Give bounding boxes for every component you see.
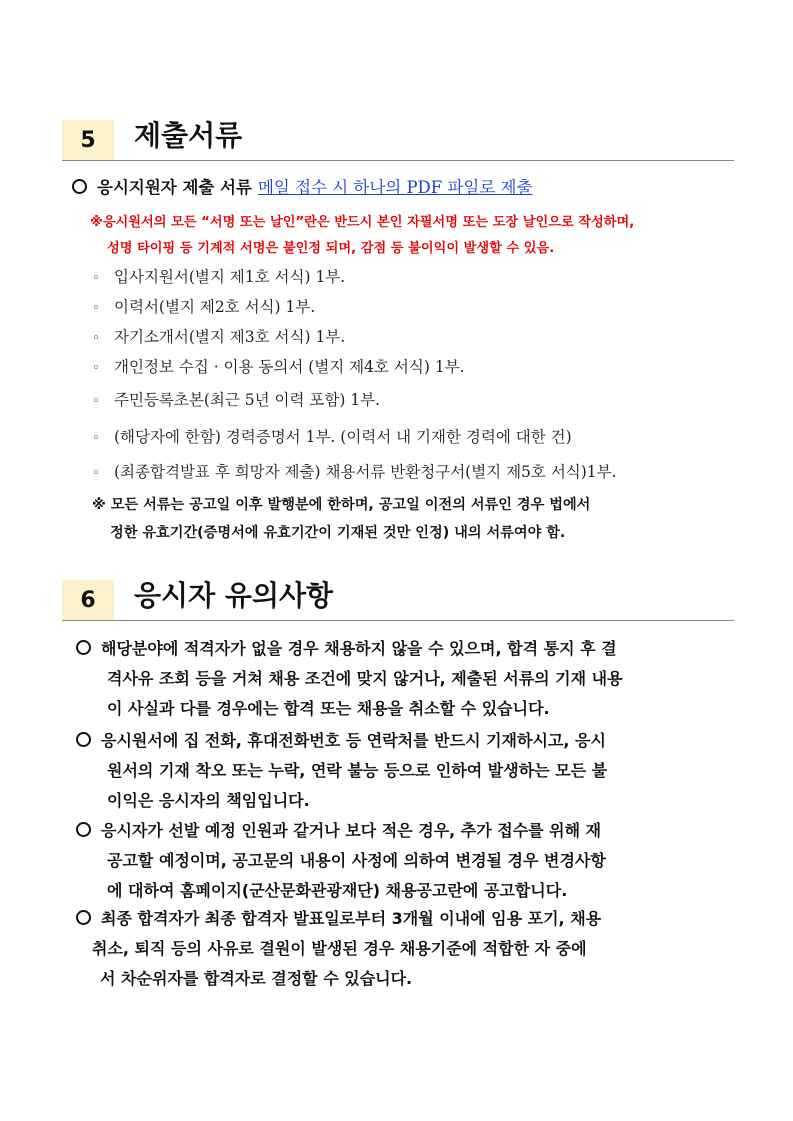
circle-bullet-icon [76, 822, 91, 837]
notice-paragraph-2-line-3: 이익은 응시자의 책임입니다. [107, 791, 310, 810]
section-divider [62, 160, 734, 161]
list-item: ◦ (최종합격발표 후 희망자 제출) 채용서류 반환청구서(별지 제5호 서식)1부. [92, 463, 617, 481]
bullet-icon: ◦ [92, 331, 100, 346]
notice-paragraph-4-line-1: 최종 합격자가 최종 합격자 발표일로부터 3개월 이내에 임용 포기, 채용 [76, 906, 601, 929]
circle-bullet-icon [76, 732, 91, 747]
section-5-header [62, 114, 734, 160]
note-line-1: ※ 모든 서류는 공고일 이후 발행분에 한하며, 공고일 이전의 서류인 경우 법에서 [92, 497, 591, 513]
circle-bullet-icon [72, 179, 87, 194]
notice-paragraph-1-line-3: 이 사실과 다를 경우에는 합격 또는 채용을 취소할 수 있습니다. [107, 699, 550, 718]
section-number: 5 [62, 120, 114, 160]
warning-line-2: 성명 타이핑 등 기계적 서명은 불인정 되며, 감점 등 불이익이 발생할 수 있음. [107, 241, 555, 256]
list-item: ◦ 주민등록초본(최근 5년 이력 포함) 1부. [92, 391, 381, 409]
warning-line-1: ※응시원서의 모든 “서명 또는 날인”란은 반드시 본인 자필서명 또는 도장 날인으로 작성하며, [90, 215, 635, 230]
bullet-icon: ◦ [92, 466, 100, 481]
notice-paragraph-3-line-1: 응시자가 선발 예정 인원과 같거나 보다 적은 경우, 추가 접수를 위해 재 [76, 818, 601, 841]
notice-paragraph-1-line-2: 격사유 조회 등을 거쳐 채용 조건에 맞지 않거나, 제출된 서류의 기재 내용 [107, 669, 623, 688]
bullet-icon: ◦ [92, 394, 100, 409]
section-divider [62, 620, 734, 621]
circle-bullet-icon [76, 910, 91, 925]
bullet-icon: ◦ [92, 271, 100, 286]
circle-bullet-icon [76, 640, 91, 655]
section-title: 제출서류 [134, 119, 243, 152]
notice-paragraph-3-line-3: 에 대하여 홈페이지(군산문화관광재단) 채용공고란에 공고합니다. [107, 881, 568, 900]
notice-paragraph-1-line-1: 해당분야에 적격자가 없을 경우 채용하지 않을 수 있으며, 합격 통지 후 결 [76, 636, 617, 659]
lead-text: 응시지원자 제출 서류 [97, 178, 252, 197]
list-item: ◦ 자기소개서(별지 제3호 서식) 1부. [92, 328, 346, 346]
notice-paragraph-3-line-2: 공고할 예정이며, 공고문의 내용이 사정에 의하여 변경될 경우 변경사항 [107, 851, 606, 870]
bullet-icon: ◦ [92, 301, 100, 316]
pdf-submission-link[interactable]: 메일 접수 시 하나의 PDF 파일로 제출 [257, 178, 533, 197]
section-number: 6 [62, 580, 114, 620]
bullet-icon: ◦ [92, 361, 100, 376]
notice-paragraph-2-line-2: 원서의 기재 착오 또는 누락, 연락 불능 등으로 인하여 발생하는 모든 불 [107, 761, 608, 780]
list-item: ◦ 개인정보 수집 · 이용 동의서 (별지 제4호 서식) 1부. [92, 358, 465, 376]
list-item: ◦ 이력서(별지 제2호 서식) 1부. [92, 298, 316, 316]
note-line-2: 정한 유효기간(증명서에 유효기간이 기재된 것만 인정) 내의 서류여야 함. [110, 525, 566, 541]
bullet-icon: ◦ [92, 431, 100, 446]
section-6-header [62, 574, 734, 620]
notice-paragraph-4-line-3: 서 차순위자를 합격자로 결정할 수 있습니다. [100, 969, 413, 988]
list-item: ◦ (해당자에 한함) 경력증명서 1부. (이력서 내 기재한 경력에 대한 건) [92, 428, 572, 446]
list-item: ◦ 입사지원서(별지 제1호 서식) 1부. [92, 268, 346, 286]
submission-lead [72, 174, 532, 198]
section-title: 응시자 유의사항 [134, 579, 334, 612]
notice-paragraph-2-line-1: 응시원서에 집 전화, 휴대전화번호 등 연락처를 반드시 기재하시고, 응시 [76, 728, 606, 751]
notice-paragraph-4-line-2: 취소, 퇴직 등의 사유로 결원이 발생된 경우 채용기준에 적합한 자 중에 [92, 939, 587, 958]
